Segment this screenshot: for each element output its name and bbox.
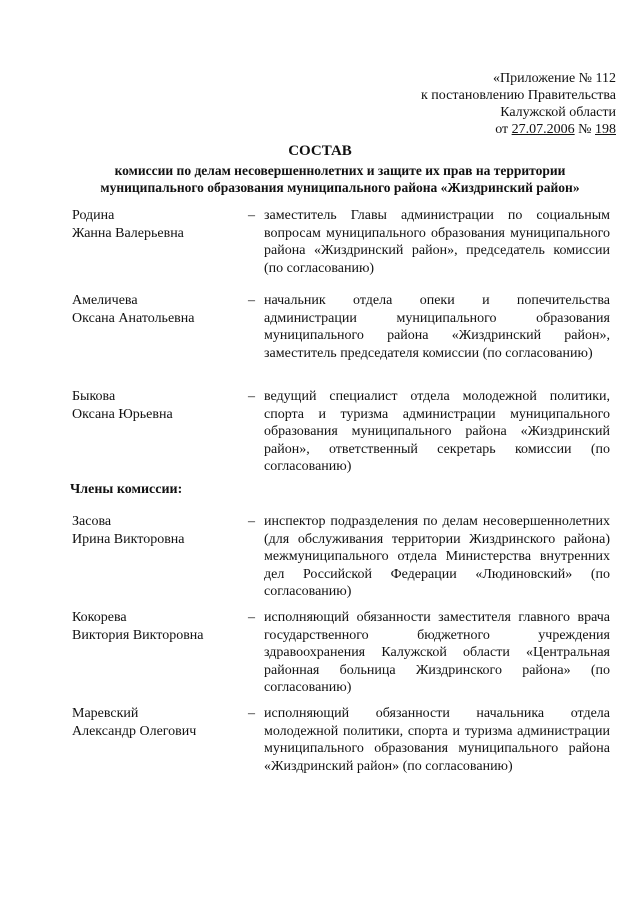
person-given-names: Ирина Викторовна xyxy=(72,531,185,547)
person-given-names: Александр Олегович xyxy=(72,723,197,739)
person-given-names: Оксана Юрьевна xyxy=(72,406,173,422)
person-role: заместитель Главы администрации по социальным вопросам муниципального образования муниципального района «Жиздринский район», председатель комиссии (по согласованию) xyxy=(264,208,610,276)
dash: – xyxy=(248,389,255,404)
page-title: СОСТАВ xyxy=(288,143,352,159)
number-prefix: № xyxy=(574,122,595,137)
date-prefix: от xyxy=(495,122,512,137)
person-role: инспектор подразделения по делам несовершеннолетних (для обслуживания территории Жиздринского района) межмуниципального отдела Министерства внутренних дел Российской Федерации «Людиновский» (по согласованию) xyxy=(264,514,610,599)
appendix-line-1: «Приложение № 112 xyxy=(493,71,616,86)
appendix-line-3: Калужской области xyxy=(500,105,616,120)
decree-date: 27.07.2006 xyxy=(511,122,575,137)
person-given-names: Оксана Анатольевна xyxy=(72,310,195,326)
person-name xyxy=(72,207,242,242)
dash: – xyxy=(248,514,255,529)
subtitle-line-2: муниципального образования муниципального района «Жиздринский район» xyxy=(100,180,580,195)
person-given-names: Виктория Викторовна xyxy=(72,627,204,643)
person-name xyxy=(72,705,242,740)
dash: – xyxy=(248,610,255,625)
person-name xyxy=(72,388,242,423)
page-subtitle xyxy=(60,162,620,196)
dash: – xyxy=(248,706,255,721)
person-surname: Быкова xyxy=(72,389,116,404)
members-heading: Члены комиссии: xyxy=(70,482,183,497)
person-surname: Родина xyxy=(72,208,115,223)
appendix-reference xyxy=(356,70,616,138)
person-given-names: Жанна Валерьевна xyxy=(72,225,184,241)
person-name xyxy=(72,609,242,644)
person-role: начальник отдела опеки и попечительства администрации муниципального образования муниципального района «Жиздринский район», заместитель председателя комиссии (по согласованию) xyxy=(264,293,610,361)
person-surname: Маревский xyxy=(72,706,139,721)
person-name xyxy=(72,513,242,548)
person-surname: Амеличева xyxy=(72,293,138,308)
person-role: исполняющий обязанности заместителя главного врача государственного бюджетного учреждения здравоохранения Калужской области «Центральная районная больница Жиздринского района» (по согласованию) xyxy=(264,610,610,695)
person-name xyxy=(72,292,242,327)
subtitle-line-1: комиссии по делам несовершеннолетних и защите их прав на территории xyxy=(114,163,566,178)
appendix-date-line xyxy=(356,121,616,138)
person-surname: Засова xyxy=(72,514,112,529)
person-surname: Кокорева xyxy=(72,610,127,625)
person-role: ведущий специалист отдела молодежной политики, спорта и туризма администрации муниципального образования муниципального района «Жиздринский район», ответственный секретарь комиссии (по согласованию) xyxy=(264,389,610,474)
appendix-line-2: к постановлению Правительства xyxy=(420,88,616,103)
dash: – xyxy=(248,293,255,308)
person-role: исполняющий обязанности начальника отдела молодежной политики, спорта и туризма администрации муниципального образования муниципального района «Жиздринский район» (по согласованию) xyxy=(264,706,610,774)
dash: – xyxy=(248,208,255,223)
decree-number: 198 xyxy=(595,122,616,137)
